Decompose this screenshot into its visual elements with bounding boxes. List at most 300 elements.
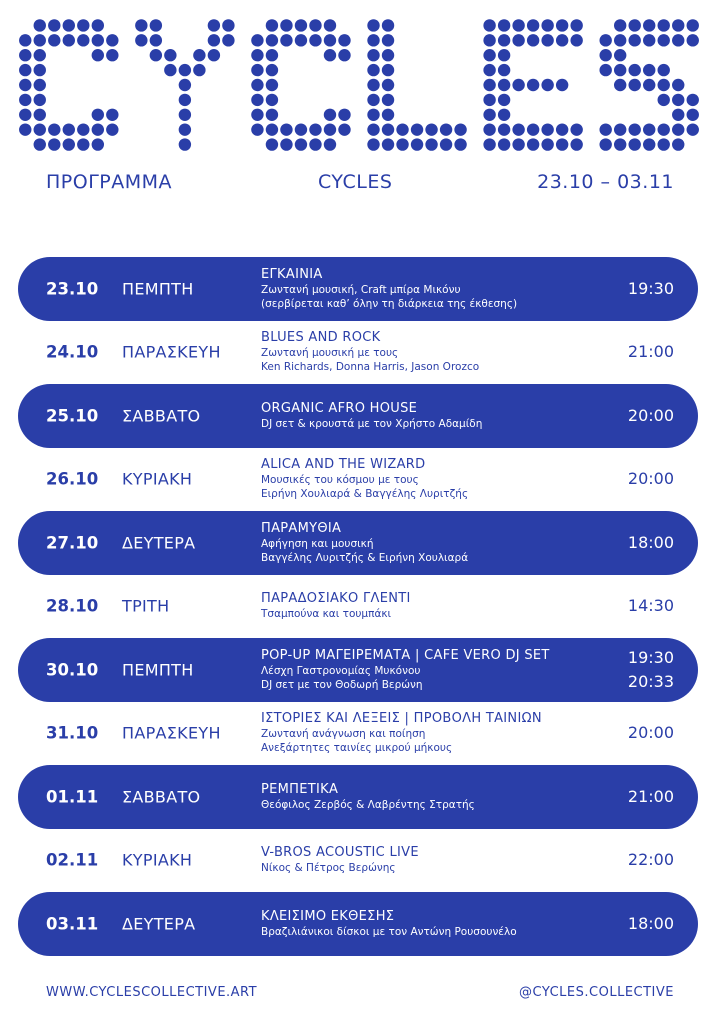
event-day: ΚΥΡΙΑΚΗ	[122, 469, 193, 489]
logo-dot	[541, 138, 553, 150]
schedule-row	[18, 829, 698, 893]
logo-dot	[63, 34, 75, 46]
logo-dot	[382, 64, 394, 76]
logo-dot	[251, 34, 263, 46]
schedule-row	[18, 321, 698, 385]
event-date: 03.11	[46, 914, 99, 934]
event-times	[628, 531, 674, 555]
logo-dot	[266, 94, 278, 106]
logo-dot	[251, 79, 263, 91]
logo-dot	[556, 79, 568, 91]
logo-dot	[556, 138, 568, 150]
logo-dot	[266, 19, 278, 31]
logo-dot	[498, 64, 510, 76]
logo-dot	[498, 79, 510, 91]
event-description-line: Ken Richards, Donna Harris, Jason Orozco	[261, 361, 480, 374]
logo-dot	[92, 123, 104, 135]
logo-dot	[396, 123, 408, 135]
logo-dot	[19, 34, 31, 46]
event-description-line: Ζωντανή μουσική, Craft μπίρα Μικόνυ	[261, 283, 461, 296]
event-times	[628, 848, 674, 872]
logo-dot	[425, 123, 437, 135]
logo-dot	[280, 123, 292, 135]
event-description-line: Νίκος & Πέτρος Βερώνης	[261, 862, 396, 875]
logo-dot	[541, 123, 553, 135]
event-date: 25.10	[46, 406, 99, 426]
logo-dot	[150, 49, 162, 61]
event-time: 18:00	[627, 913, 674, 933]
logo-dot	[396, 138, 408, 150]
logo-dot	[629, 123, 641, 135]
logo-dot	[658, 19, 670, 31]
logo-dot	[599, 64, 611, 76]
logo-dot	[643, 19, 655, 31]
logo-dot	[309, 19, 321, 31]
event-time: 14:30	[627, 596, 674, 616]
logo-dot	[367, 138, 379, 150]
logo-dot	[672, 123, 684, 135]
logo-dot	[556, 34, 568, 46]
logo-dot	[672, 19, 684, 31]
logo-dot	[382, 123, 394, 135]
logo-dot	[179, 64, 191, 76]
logo-dot	[338, 109, 350, 121]
schedule-row	[18, 765, 698, 829]
logo-dot	[309, 34, 321, 46]
logo-dot	[527, 123, 539, 135]
event-description-line: Αφήγηση και μουσική	[261, 537, 374, 550]
event-times	[628, 404, 674, 428]
logo-dot	[19, 79, 31, 91]
logo-dot	[338, 123, 350, 135]
logo-dot	[48, 138, 60, 150]
logo-dot	[483, 19, 495, 31]
logo-dot	[382, 49, 394, 61]
program-label: ΠΡΟΓΡΑΜΜΑ	[46, 171, 173, 193]
logo-dot	[556, 123, 568, 135]
event-details	[261, 457, 601, 501]
logo-dot	[208, 49, 220, 61]
logo-dot	[629, 19, 641, 31]
logo-dot	[382, 94, 394, 106]
event-time: 20:00	[627, 405, 674, 425]
logo-dot	[512, 123, 524, 135]
event-name: CYCLES	[318, 171, 393, 193]
event-times	[628, 467, 674, 491]
event-date: 26.10	[46, 469, 99, 489]
logo-dot	[643, 79, 655, 91]
logo-dot	[512, 79, 524, 91]
logo-dot	[614, 19, 626, 31]
social-handle[interactable]: @CYCLES.COLLECTIVE	[519, 985, 674, 1000]
logo-dot	[266, 64, 278, 76]
logo-dot	[106, 34, 118, 46]
schedule-row	[18, 575, 698, 639]
logo-dot	[324, 34, 336, 46]
event-title: BLUES AND ROCK	[261, 330, 381, 346]
schedule-row	[18, 638, 698, 702]
event-description-line: Ανεξάρτητες ταινίες μικρού μήκους	[261, 742, 453, 755]
logo-dot	[483, 138, 495, 150]
logo-dot	[599, 123, 611, 135]
logo-dot	[179, 138, 191, 150]
logo-dot	[48, 34, 60, 46]
event-description-line: Ειρήνη Χουλιαρά & Βαγγέλης Λυριτζής	[261, 488, 469, 501]
event-date: 30.10	[46, 660, 99, 680]
event-times	[628, 721, 674, 745]
logo-dot	[367, 94, 379, 106]
logo-dot	[643, 34, 655, 46]
event-times	[628, 594, 674, 618]
logo-dot	[570, 19, 582, 31]
event-description-line: Ζωντανή μουσική με τους	[261, 347, 399, 360]
logo-dot	[193, 64, 205, 76]
event-details	[261, 591, 601, 621]
event-title: ΙΣΤΟΡΙΕΣ ΚΑΙ ΛΕΞΕΙΣ | ΠΡΟΒΟΛΗ ΤΑΙΝΙΩΝ	[261, 711, 542, 727]
event-time: 22:00	[627, 850, 674, 870]
cycles-dot-logo	[18, 18, 700, 152]
logo-dot	[179, 123, 191, 135]
logo-dot	[454, 138, 466, 150]
logo-dot	[324, 138, 336, 150]
logo-dot	[48, 123, 60, 135]
logo-dot	[658, 138, 670, 150]
event-details	[261, 909, 601, 939]
logo-dot	[687, 94, 699, 106]
logo-dot	[77, 123, 89, 135]
logo-dot	[483, 34, 495, 46]
logo-dot	[541, 19, 553, 31]
logo-dot	[614, 79, 626, 91]
event-title: V-BROS ACOUSTIC LIVE	[261, 845, 419, 861]
logo-dot	[193, 49, 205, 61]
logo-dot	[382, 34, 394, 46]
logo-dot	[541, 79, 553, 91]
schedule-row	[18, 384, 698, 448]
logo-dot	[483, 49, 495, 61]
event-date: 27.10	[46, 533, 99, 553]
logo-dot	[614, 123, 626, 135]
logo-dot	[672, 138, 684, 150]
logo-dot	[629, 34, 641, 46]
logo-dot	[425, 138, 437, 150]
event-time: 21:00	[627, 342, 674, 362]
logo-dot	[295, 138, 307, 150]
schedule-row	[18, 511, 698, 575]
logo-dot	[135, 19, 147, 31]
logo-dot	[483, 79, 495, 91]
logo-dot	[34, 109, 46, 121]
logo-dot	[483, 123, 495, 135]
logo-dot	[454, 123, 466, 135]
logo-dot	[77, 19, 89, 31]
logo-dot	[411, 138, 423, 150]
logo-dot	[367, 64, 379, 76]
logo-dot	[34, 94, 46, 106]
logo-dot	[541, 34, 553, 46]
event-title: ALICA AND THE WIZARD	[261, 457, 426, 473]
logo-dot	[222, 34, 234, 46]
logo-dot	[614, 138, 626, 150]
event-description-line: Ζωντανή ανάγνωση και ποίηση	[261, 728, 426, 741]
event-description-line: Τσαμπούνα και τουμπάκι	[261, 608, 392, 621]
logo-dot	[367, 123, 379, 135]
event-day: ΔΕΥΤΕΡΑ	[122, 914, 196, 934]
logo-dot	[179, 79, 191, 91]
logo-dot	[92, 49, 104, 61]
logo-dot	[687, 123, 699, 135]
event-title: POP-UP ΜΑΓΕΙΡΕΜΑΤΑ | CAFE VERO DJ SET	[261, 647, 550, 663]
logo-dot	[643, 138, 655, 150]
logo-dot	[106, 123, 118, 135]
logo-dot	[599, 138, 611, 150]
logo-dot	[367, 34, 379, 46]
logo-dot	[324, 49, 336, 61]
event-times	[628, 785, 674, 809]
schedule-row	[18, 448, 698, 512]
event-date: 02.11	[46, 850, 99, 870]
logo-dot	[34, 19, 46, 31]
logo-dot	[629, 79, 641, 91]
logo-dot	[48, 19, 60, 31]
logo-dot	[179, 94, 191, 106]
logo-dot	[687, 34, 699, 46]
logo-dot	[498, 19, 510, 31]
logo-dot	[658, 94, 670, 106]
event-details	[261, 521, 601, 565]
logo-dot	[440, 138, 452, 150]
logo-dot	[150, 34, 162, 46]
logo-dot	[92, 138, 104, 150]
event-day: ΠΕΜΠΤΗ	[122, 279, 194, 299]
logo-dot	[599, 49, 611, 61]
logo-dot	[570, 138, 582, 150]
logo-dot	[599, 34, 611, 46]
logo-dot	[512, 138, 524, 150]
logo-dot	[77, 138, 89, 150]
logo-dot	[19, 94, 31, 106]
event-title: ΠΑΡΑΔΟΣΙΑΚΟ ΓΛΕΝΤΙ	[261, 591, 411, 607]
logo-dot	[208, 19, 220, 31]
logo-dot	[324, 123, 336, 135]
event-description-line: DJ σετ & κρουστά με τον Χρήστο Αδαμίδη	[261, 417, 483, 430]
logo-dot	[295, 123, 307, 135]
logo-dot	[266, 79, 278, 91]
event-details	[261, 330, 601, 374]
event-description-line: Λέσχη Γαστρονομίας Μυκόνου	[261, 664, 421, 677]
logo-dot	[338, 34, 350, 46]
event-description-line: Θεόφιλος Ζερβός & Λαβρέντης Στρατής	[261, 798, 475, 811]
logo-dot	[512, 19, 524, 31]
logo-dot	[34, 138, 46, 150]
website-link[interactable]: WWW.CYCLESCOLLECTIVE.ART	[46, 985, 258, 1000]
logo-dot	[614, 64, 626, 76]
logo-dot	[658, 64, 670, 76]
logo-dot	[63, 138, 75, 150]
logo-dot	[251, 64, 263, 76]
logo-dot	[527, 138, 539, 150]
logo-dot	[629, 64, 641, 76]
event-time: 21:00	[627, 786, 674, 806]
logo-dot	[614, 34, 626, 46]
logo-dot	[498, 109, 510, 121]
logo-dot	[382, 19, 394, 31]
event-description-line: Μουσικές του κόσμου με τους	[261, 474, 419, 487]
logo-dot	[63, 123, 75, 135]
event-time: 20:00	[627, 723, 674, 743]
logo-dot	[92, 19, 104, 31]
logo-dot	[570, 123, 582, 135]
schedule-list	[18, 257, 698, 956]
event-time: 18:00	[627, 532, 674, 552]
event-details	[261, 711, 601, 755]
logo-dot	[19, 123, 31, 135]
event-title: ΚΛΕΙΣΙΜΟ ΕΚΘΕΣΗΣ	[261, 908, 395, 924]
logo-dot	[658, 34, 670, 46]
event-details	[261, 267, 601, 311]
event-day: ΣΑΒΒΑΤΟ	[122, 787, 201, 807]
logo-dot	[150, 19, 162, 31]
event-details	[261, 782, 601, 812]
logo-dot	[498, 123, 510, 135]
event-description-line: Βραζιλιάνικοι δίσκοι με τον Αντώνη Ρουσουνέλο	[261, 925, 517, 938]
logo-dot	[92, 109, 104, 121]
logo-dot	[251, 109, 263, 121]
logo-dot	[643, 123, 655, 135]
logo-dot	[309, 138, 321, 150]
logo-dot	[367, 109, 379, 121]
logo-dot	[367, 19, 379, 31]
logo-dot	[556, 19, 568, 31]
logo-dot	[266, 109, 278, 121]
event-times	[628, 646, 674, 694]
logo-dot	[164, 64, 176, 76]
logo-dot	[570, 34, 582, 46]
event-day: ΚΥΡΙΑΚΗ	[122, 850, 193, 870]
logo-dot	[251, 123, 263, 135]
logo-dot	[498, 49, 510, 61]
event-title: ORGANIC AFRO HOUSE	[261, 400, 418, 416]
logo-dot	[367, 79, 379, 91]
logo-dot	[411, 123, 423, 135]
event-time: 19:30	[627, 278, 674, 298]
logo-dot	[164, 49, 176, 61]
event-date: 24.10	[46, 342, 99, 362]
logo-dot	[19, 64, 31, 76]
logo-dot	[498, 34, 510, 46]
event-day: ΣΑΒΒΑΤΟ	[122, 406, 201, 426]
logo-dot	[34, 79, 46, 91]
event-times	[628, 912, 674, 936]
event-date: 23.10	[46, 279, 99, 299]
event-day: ΤΡΙΤΗ	[122, 596, 170, 616]
logo-dot	[629, 138, 641, 150]
logo-dot	[280, 138, 292, 150]
logo-dot	[266, 34, 278, 46]
logo-dot	[512, 34, 524, 46]
logo-dot	[498, 138, 510, 150]
event-title: ΡΕΜΠΕΤΙΚΑ	[261, 781, 339, 797]
logo-dot	[266, 123, 278, 135]
logo-dot	[208, 34, 220, 46]
logo-dot	[658, 79, 670, 91]
logo-dot	[498, 94, 510, 106]
logo-dot	[338, 49, 350, 61]
event-time: 20:33	[627, 671, 674, 691]
logo-dot	[295, 19, 307, 31]
logo-dot	[672, 94, 684, 106]
logo-dot	[483, 64, 495, 76]
logo-dot	[382, 138, 394, 150]
logo-dot	[527, 79, 539, 91]
logo-dot	[324, 19, 336, 31]
logo-dot	[34, 123, 46, 135]
event-times	[628, 340, 674, 364]
logo-dot	[280, 19, 292, 31]
schedule-row	[18, 702, 698, 766]
event-date: 01.11	[46, 787, 99, 807]
logo-dot	[222, 19, 234, 31]
logo-dot	[19, 109, 31, 121]
logo-dot	[295, 34, 307, 46]
event-details	[261, 648, 601, 692]
logo-dot	[367, 49, 379, 61]
event-date: 28.10	[46, 596, 99, 616]
logo-dot	[382, 109, 394, 121]
event-details	[261, 401, 601, 431]
logo-dot	[527, 19, 539, 31]
logo-dot	[687, 109, 699, 121]
logo-dot	[309, 123, 321, 135]
logo-dot	[34, 34, 46, 46]
schedule-row	[18, 892, 698, 956]
event-day: ΠΕΜΠΤΗ	[122, 660, 194, 680]
event-title: ΕΓΚΑΙΝΙΑ	[261, 266, 323, 282]
event-description-line: DJ σετ με τον Θοδωρή Βερώνη	[261, 678, 423, 691]
event-title: ΠΑΡΑΜΥΘΙΑ	[261, 520, 342, 536]
logo-dot	[63, 19, 75, 31]
event-times	[628, 277, 674, 301]
event-date: 31.10	[46, 723, 99, 743]
logo-dot	[672, 34, 684, 46]
logo-dot	[382, 79, 394, 91]
event-description-line: Βαγγέλης Λυριτζής & Ειρήνη Χουλιαρά	[261, 551, 469, 564]
event-details	[261, 845, 601, 875]
logo-dot	[672, 109, 684, 121]
logo-dot	[179, 109, 191, 121]
logo-dot	[266, 138, 278, 150]
logo-dot	[483, 94, 495, 106]
event-time: 19:30	[627, 647, 674, 667]
logo-dot	[34, 49, 46, 61]
logo-dot	[672, 79, 684, 91]
event-day: ΠΑΡΑΣΚΕΥΗ	[122, 342, 221, 362]
logo-dot	[106, 109, 118, 121]
logo-dot	[614, 49, 626, 61]
logo-dot	[687, 19, 699, 31]
date-range: 23.10 – 03.11	[537, 171, 674, 193]
event-description-line: (σερβίρεται καθ’ όλην τη διάρκεια της έκθεσης)	[261, 297, 518, 310]
logo-dot	[251, 49, 263, 61]
logo-dot	[135, 34, 147, 46]
logo-dot	[324, 109, 336, 121]
logo-dot	[251, 94, 263, 106]
event-day: ΠΑΡΑΣΚΕΥΗ	[122, 723, 221, 743]
logo-dot	[19, 49, 31, 61]
logo-dot	[658, 123, 670, 135]
schedule-row	[18, 257, 698, 321]
logo-dot	[92, 34, 104, 46]
